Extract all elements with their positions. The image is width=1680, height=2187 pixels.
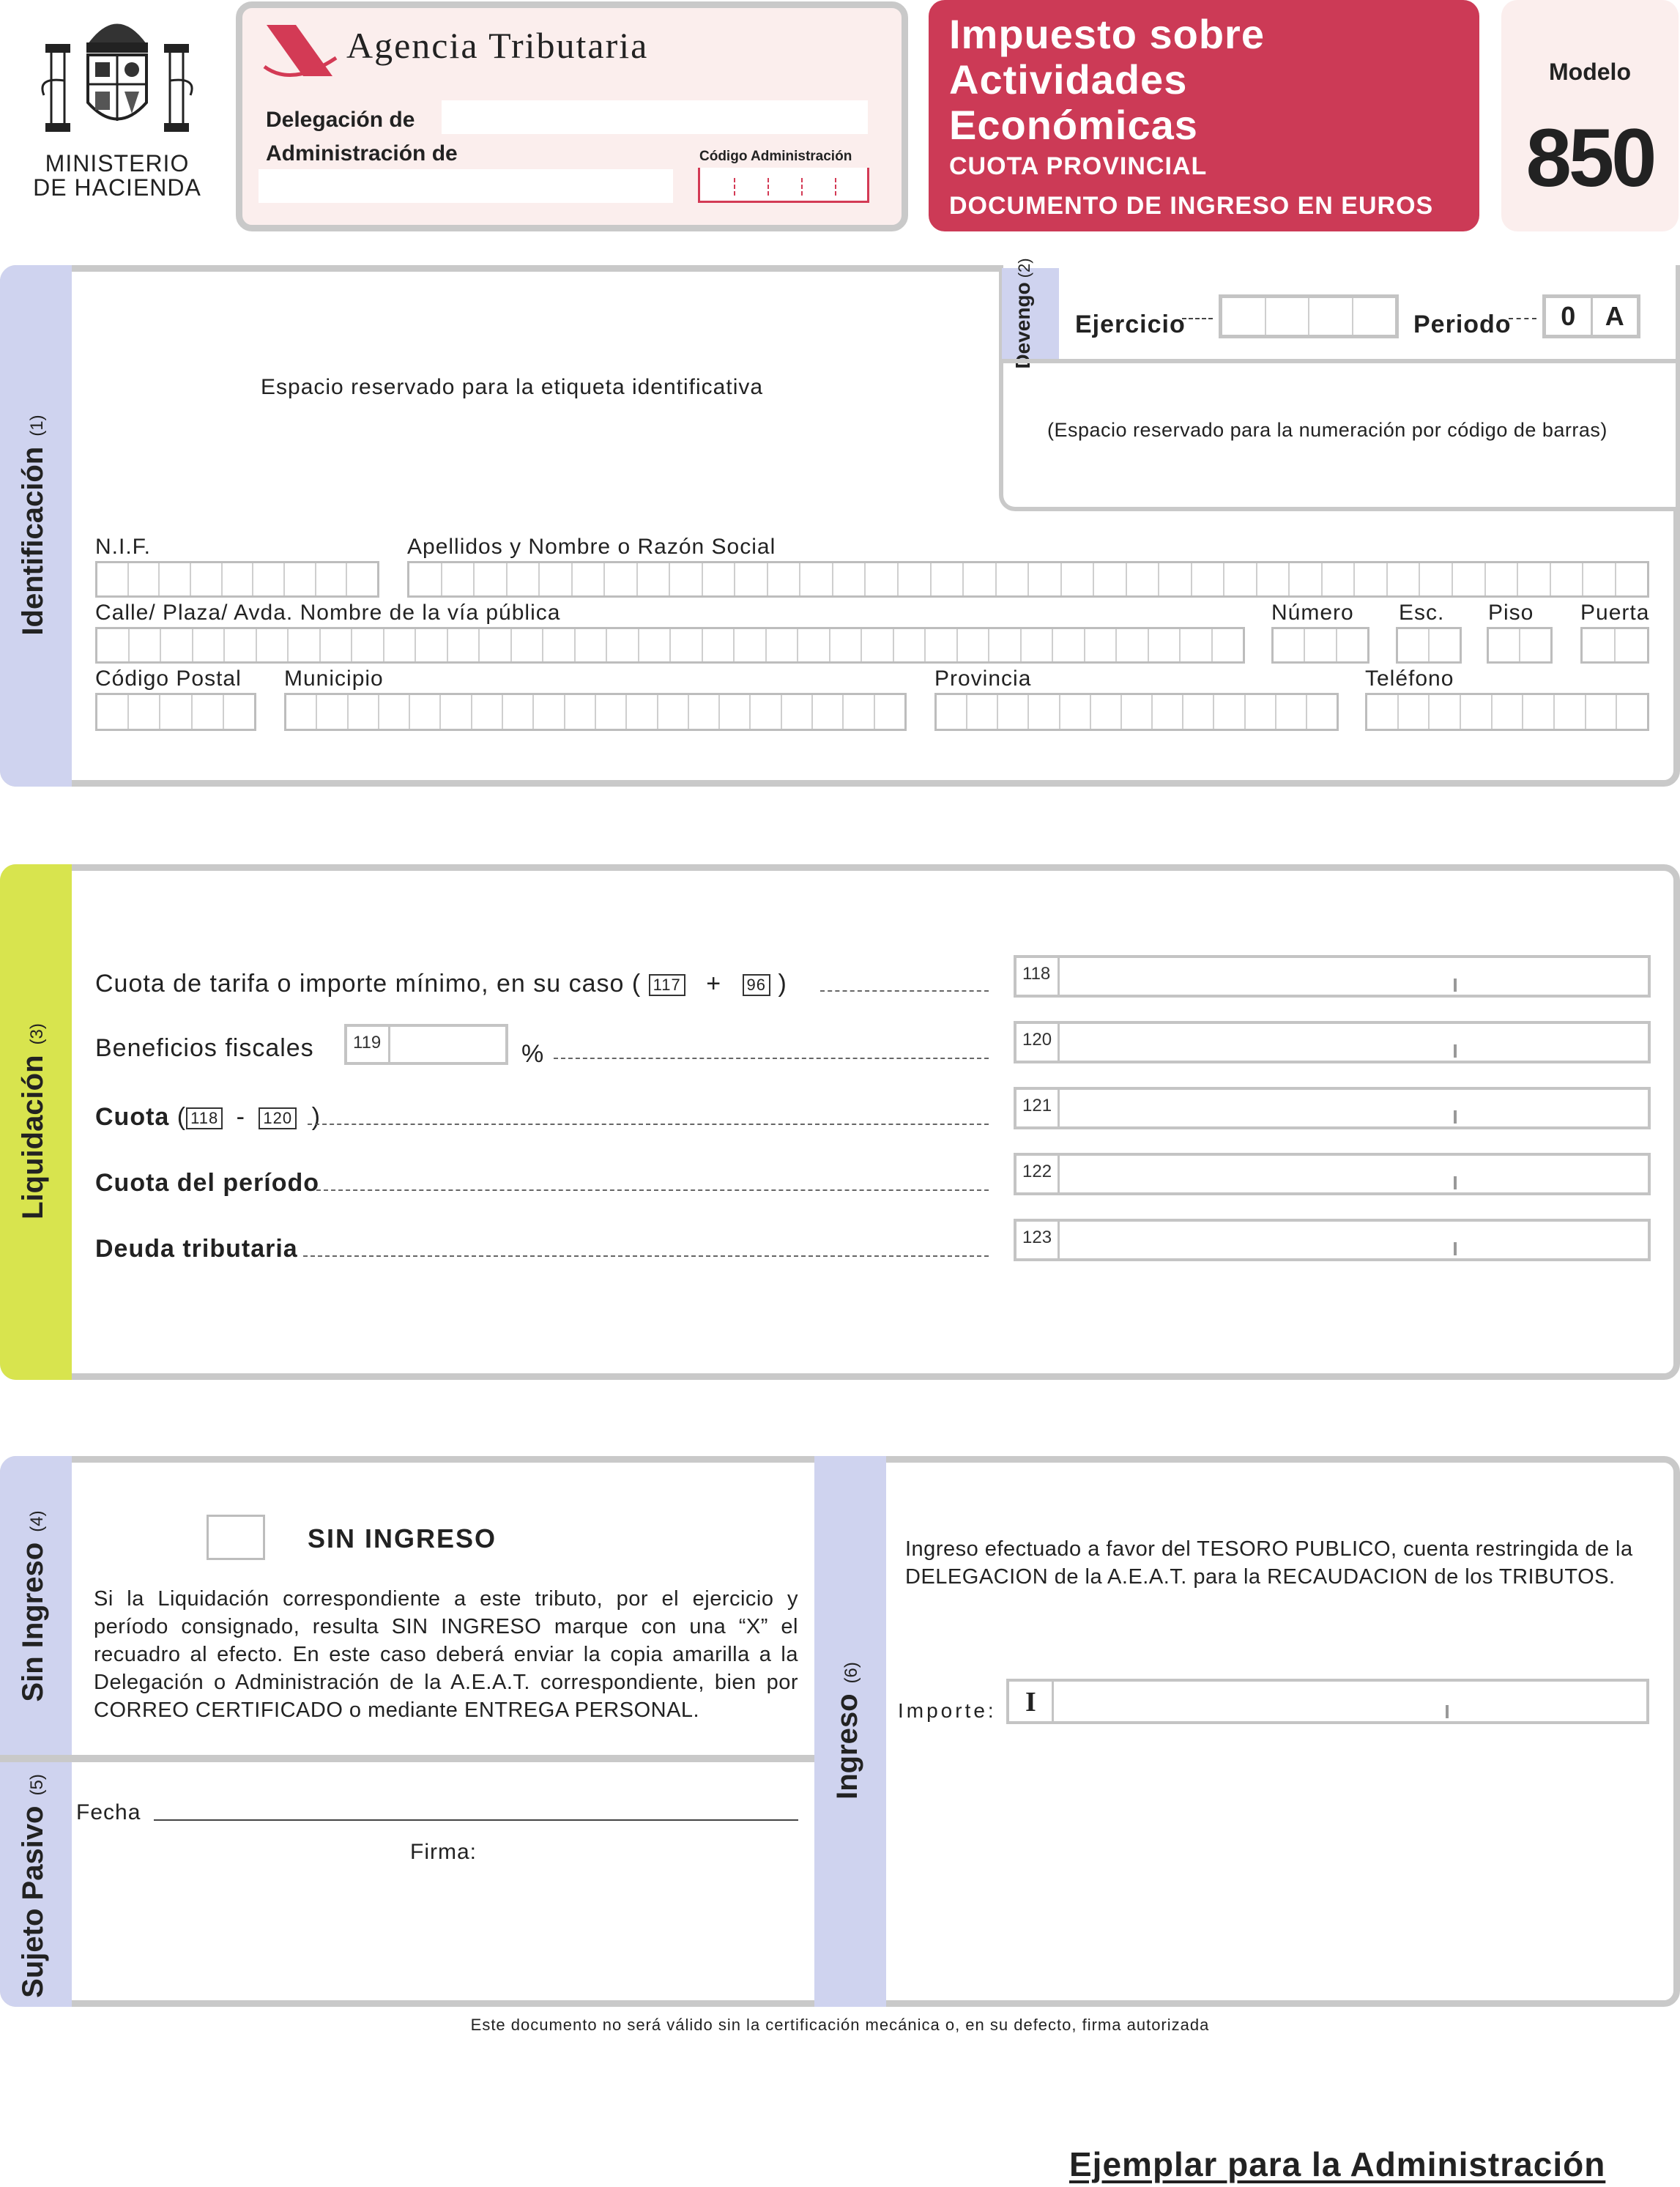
barcode-placeholder: (Espacio reservado para la numeración por código de barras) [1047, 419, 1607, 441]
box-number-120: 120 [1022, 1030, 1052, 1050]
amount-box-122[interactable] [1014, 1153, 1651, 1195]
plus-sign: + [706, 970, 722, 998]
ingreso-tab [814, 1456, 886, 2007]
sujeto-pasivo-label: Sujeto Pasivo [17, 1805, 49, 1998]
nif-label: N.I.F. [95, 535, 152, 559]
fecha-line[interactable] [154, 1819, 798, 1821]
identificacion-num: (1) [27, 415, 47, 437]
administracion-label: Administración de [266, 141, 458, 166]
sujeto-pasivo-tab [0, 1762, 72, 2007]
agency-box [236, 1, 908, 231]
provincia-label: Provincia [934, 667, 1032, 691]
cuota-row [95, 1103, 321, 1132]
cuota-provincial-label: CUOTA PROVINCIAL [949, 152, 1208, 180]
beneficios-label: Beneficios fiscales [95, 1034, 314, 1062]
piso-label: Piso [1488, 601, 1534, 625]
box-number-121: 121 [1022, 1096, 1052, 1115]
modelo-box [1501, 0, 1679, 231]
amount-box-118[interactable] [1014, 955, 1651, 998]
validity-note: Este documento no será válido sin la certificación mecánica o, en su defecto, firma autorizada [470, 2016, 1210, 2034]
ejercicio-label: Ejercicio [1075, 311, 1186, 338]
ministry-logo [22, 0, 212, 205]
ministry-name-line1: MINISTERIO [45, 150, 190, 177]
cuota-tarifa-label: Cuota de tarifa o importe mínimo, en su caso ( [95, 970, 642, 998]
esc-field[interactable] [1396, 627, 1462, 664]
liquidacion-tab [0, 864, 72, 1380]
periodo-field[interactable] [1542, 294, 1640, 338]
box-number-118: 118 [1022, 964, 1051, 984]
identificacion-label: Identificación [17, 446, 49, 636]
puerta-label: Puerta [1580, 601, 1650, 625]
apellidos-label: Apellidos y Nombre o Razón Social [407, 535, 776, 559]
telefono-label: Teléfono [1365, 667, 1454, 691]
box-number-119: 119 [353, 1033, 382, 1052]
cuota-label: Cuota [95, 1103, 170, 1131]
ingreso-label: Ingreso [831, 1693, 863, 1800]
delegacion-label: Delegación de [266, 108, 415, 132]
identificacion-tab [0, 265, 72, 787]
modelo-number: 850 [1525, 112, 1654, 204]
agencia-tributaria-logo-icon [263, 21, 343, 80]
telefono-field[interactable] [1365, 693, 1649, 731]
agency-name: Agencia Tributaria [346, 25, 649, 66]
tax-title-line2: Actividades [949, 56, 1188, 103]
municipio-label: Municipio [284, 667, 384, 691]
box-ref-120: 120 [259, 1107, 297, 1129]
sin-ingreso-num: (4) [27, 1510, 47, 1532]
amount-box-121[interactable] [1014, 1087, 1651, 1129]
tax-title-line3: Económicas [949, 102, 1198, 148]
firma-label: Firma: [410, 1840, 477, 1864]
box-ref-118: 118 [186, 1107, 223, 1129]
codigo-admin-label: Código Administración [699, 149, 852, 164]
box-number-122: 122 [1022, 1162, 1052, 1181]
sin-ingreso-title: SIN INGRESO [308, 1523, 497, 1553]
box-ref-117: 117 [649, 974, 685, 996]
codigo-admin-field[interactable] [698, 168, 869, 203]
documento-euros-label: DOCUMENTO DE INGRESO EN EUROS [949, 192, 1434, 220]
ministry-name-line2: DE HACIENDA [33, 174, 201, 201]
tax-title-box [929, 0, 1479, 231]
ingreso-description: Ingreso efectuado a favor del TESORO PUBLICO, cuenta restringida de la DELEGACION de la A.E.A.T. para la RECAUDACION de los TRIBUTOS. [905, 1537, 1633, 1589]
sin-ingreso-checkbox[interactable] [207, 1515, 265, 1560]
sujeto-pasivo-num: (5) [27, 1774, 47, 1796]
percent-sign: % [521, 1040, 545, 1068]
ingreso-num: (6) [841, 1662, 861, 1684]
sin-ingreso-label: Sin Ingreso [17, 1542, 49, 1702]
liquidacion-num: (3) [27, 1023, 47, 1045]
delegacion-field[interactable] [442, 100, 868, 134]
puerta-field[interactable] [1580, 627, 1649, 664]
periodo-value-2: A [1605, 301, 1624, 331]
importe-prefix: I [1025, 1687, 1036, 1718]
minus-sign: - [236, 1103, 245, 1131]
close-paren: ) [311, 1103, 321, 1131]
copy-label: Ejemplar para la Administración [1069, 2145, 1606, 2183]
coat-of-arms-icon [22, 0, 212, 146]
cuota-periodo-label: Cuota del período [95, 1169, 319, 1197]
sin-ingreso-instructions: Si la Liquidación correspondiente a este tributo, por el ejercicio y período consignado, resulta SIN INGRESO marque con una “X” el recuadro al efecto. En este caso deberá enviar la copia amarilla a la Delegación o Administración de la A.E.A.T. correspondiente, bien por CORREO CERTIFICADO o mediante ENTREGA PERSONAL. [94, 1587, 798, 1722]
esc-label: Esc. [1399, 601, 1445, 625]
amount-box-123[interactable] [1014, 1219, 1651, 1261]
devengo-label: Devengo [1011, 282, 1034, 369]
piso-field[interactable] [1487, 627, 1553, 664]
tax-title-line1: Impuesto sobre [949, 11, 1265, 57]
amount-box-120[interactable] [1014, 1021, 1651, 1063]
numero-field[interactable] [1271, 627, 1369, 664]
etiqueta-placeholder: Espacio reservado para la etiqueta identificativa [261, 375, 764, 399]
close-paren: ) [778, 970, 787, 998]
administracion-field[interactable] [259, 169, 673, 203]
cp-label: Código Postal [95, 667, 242, 691]
provincia-field[interactable] [934, 693, 1339, 731]
devengo-num: (2) [1015, 258, 1033, 278]
nif-field[interactable] [95, 561, 379, 598]
importe-field[interactable] [1006, 1679, 1649, 1724]
ejercicio-field[interactable] [1219, 294, 1399, 338]
fecha-label: Fecha [76, 1800, 141, 1824]
modelo-label: Modelo [1549, 59, 1631, 85]
numero-label: Número [1271, 601, 1354, 625]
municipio-field[interactable] [284, 693, 907, 731]
calle-field[interactable] [95, 627, 1245, 664]
box-ref-96: 96 [743, 974, 770, 996]
cp-field[interactable] [95, 693, 256, 731]
deuda-tributaria-label: Deuda tributaria [95, 1235, 298, 1263]
beneficios-pct-field[interactable] [344, 1024, 508, 1065]
apellidos-field[interactable] [407, 561, 1649, 598]
cuota-tarifa-row [95, 970, 787, 998]
devengo-tab [1002, 258, 1059, 369]
periodo-label: Periodo [1413, 311, 1512, 338]
importe-label: Importe: [898, 1699, 997, 1722]
periodo-value-1: 0 [1546, 298, 1593, 335]
box-number-123: 123 [1022, 1228, 1052, 1247]
calle-label: Calle/ Plaza/ Avda. Nombre de la vía pública [95, 601, 561, 625]
liquidacion-label: Liquidación [17, 1055, 49, 1219]
open-paren: ( [176, 1103, 187, 1131]
sin-ingreso-tab [0, 1456, 72, 1755]
